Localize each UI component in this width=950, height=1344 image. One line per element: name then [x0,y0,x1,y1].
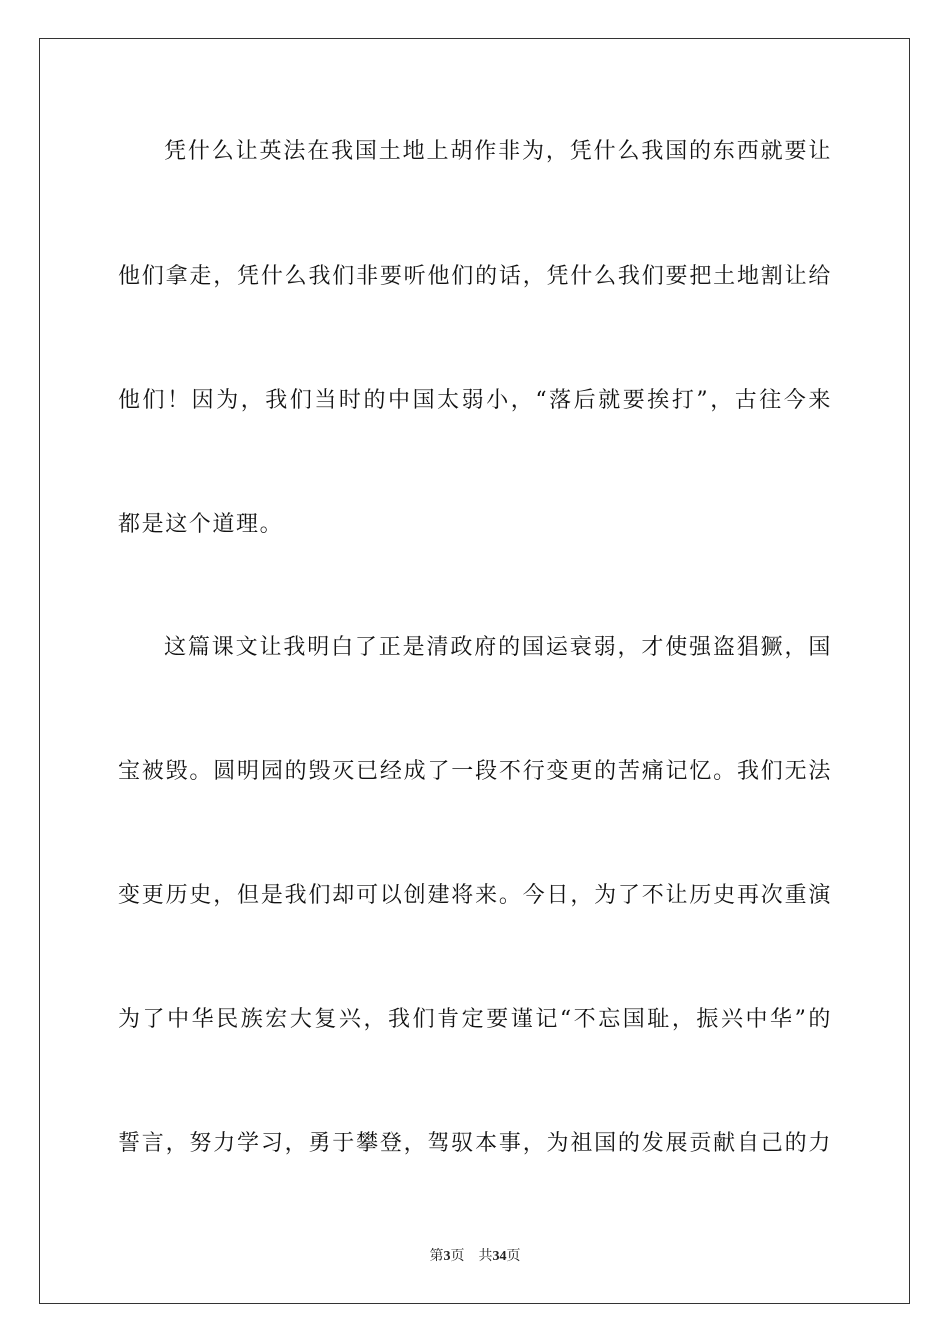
page-number: 3 [443,1249,451,1264]
paragraph-1-line-2: 他们拿走，凭什么我们非要听他们的话，凭什么我们要把土地割让给 [118,264,832,289]
paragraph-2-line-1: 这篇课文让我明白了正是清政府的国运衰弱，才使强盗猖獗，国 [164,635,832,660]
paragraph-2-line-5: 誓言，努力学习，勇于攀登，驾驭本事，为祖国的发展贡献自己的力 [118,1131,832,1156]
total-suffix: 页 [506,1249,521,1264]
paragraph-1-line-3: 他们！因为，我们当时的中国太弱小，“落后就要挨打”，古往今来 [118,388,832,413]
page-border [39,38,910,1304]
paragraph-1-line-1: 凭什么让英法在我国土地上胡作非为，凭什么我国的东西就要让 [164,139,832,164]
total-pages: 34 [492,1249,507,1264]
page-footer [0,1248,950,1266]
total-prefix: 共 [478,1249,493,1264]
paragraph-2-line-4: 为了中华民族宏大复兴，我们肯定要谨记“不忘国耻，振兴中华”的 [118,1007,832,1032]
paragraph-2-line-2: 宝被毁。圆明园的毁灭已经成了一段不行变更的苦痛记忆。我们无法 [118,759,832,784]
paragraph-2-line-3: 变更历史，但是我们却可以创建将来。今日，为了不让历史再次重演 [118,883,832,908]
page-prefix: 第 [429,1249,444,1264]
page-suffix: 页 [450,1249,465,1264]
paragraph-1-line-4: 都是这个道理。 [118,512,284,537]
